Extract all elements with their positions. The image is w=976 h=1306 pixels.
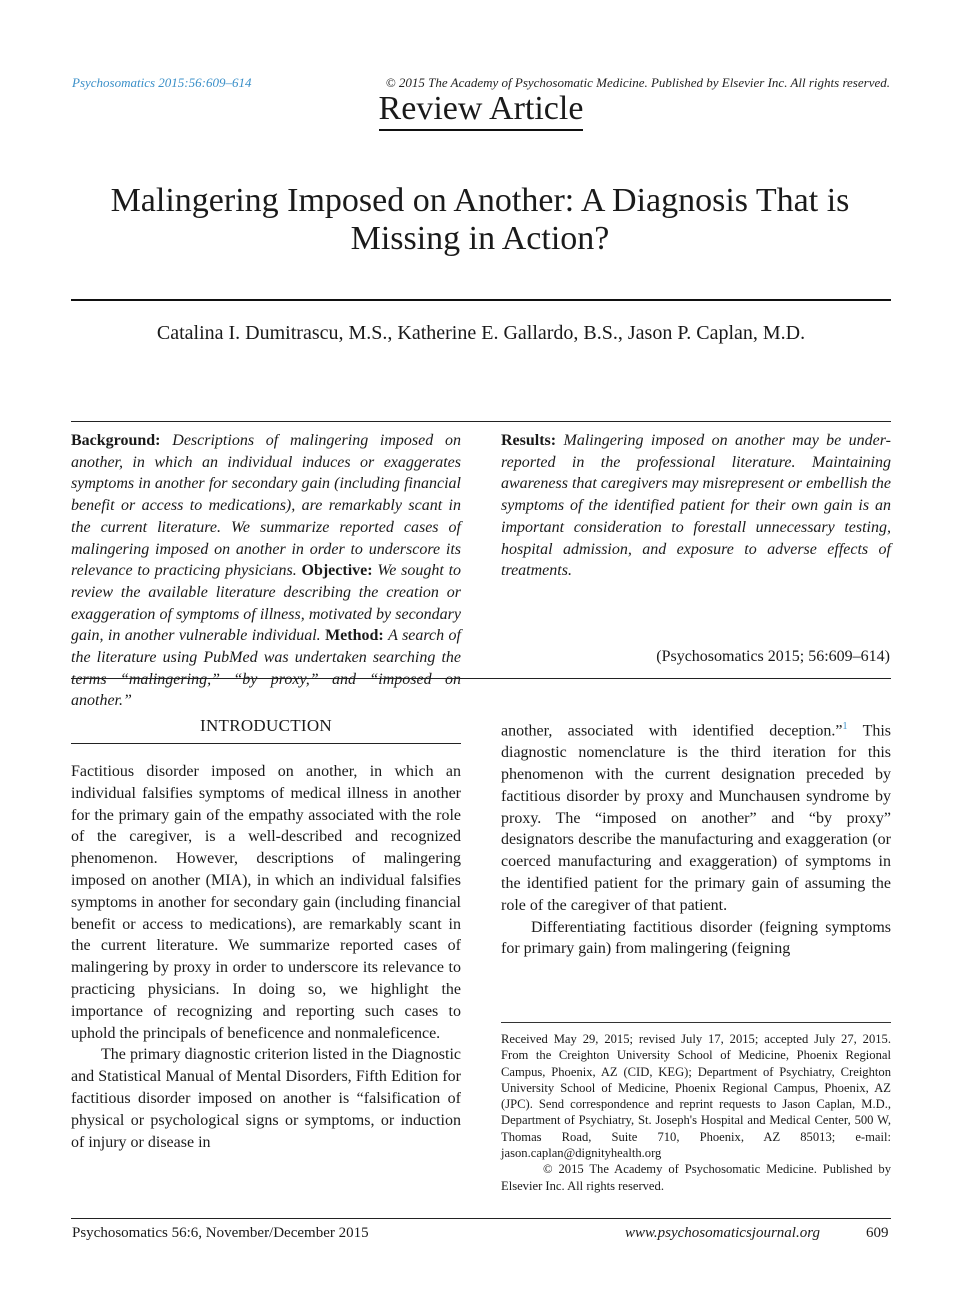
footer-rule (71, 1218, 891, 1219)
intro-paragraph-1: Factitious disorder imposed on another, in which an individual falsifies symptoms of medical illness in another for the primary gain of the empathy associated with the role of the caregiver, is a well-described and recognized phenomenon. However, descriptions of malingering imposed on another (MIA), in which an individual falsifies symptoms in another for secondary gain (including financial benefit or access to medications), are remarkably scant in the current literature. We summarize reported cases of malingering by proxy in order to underscore its relevance to practicing physicians. In doing so, we highlight the importance of recognizing and reporting such cases to uphold the principals of beneficence and nonmaleficence. (71, 763, 461, 1042)
abstract-method-label: Method: (325, 627, 389, 645)
footnote-received: Received May 29, 2015; revised July 17, 2015; accepted July 27, 2015. From the Creighton University School of Medicine, Phoenix Regional Campus, Phoenix, AZ (CID, KEG); Department of Psychiatry, Creighton University School of Medicine, Phoenix Regional Campus, Phoenix, AZ (JPC). Send correspondence and reprint requests to Jason Caplan, M.D., Department of Psychiatry, St. Joseph's Hospital and Medical Center, 500 W, Thomas Road, Suite 710, Phoenix, AZ 85013; e-mail: jason.caplan@dignityhealth.org (501, 1032, 891, 1161)
abstract-right-column (501, 430, 891, 582)
abstract-objective-text: We sought to review the available literature describing the creation or exaggeration of symptoms of illness, motivated by secondary gain, in another vulnerable individual. (71, 562, 462, 645)
section-type-heading (0, 90, 962, 128)
abstract-left-column (71, 430, 461, 712)
abstract-results-text: Malingering imposed on another may be under-reported in the professional literature. Maintaining awareness that caregivers may misrepresent or embellish the symptoms of the identified patient for their own gain is an important consideration to forestall unnecessary testing, hospital admission, and exposure to adverse effects of treatments. (501, 432, 892, 580)
intro-paragraph-2: The primary diagnostic criterion listed in the Diagnostic and Statistical Manual of Mental Disorders, Fifth Edition for factitious disorder imposed on another is “falsification of physical or psychological signs or symptoms, or induction of injury or disease in (71, 1046, 461, 1151)
abstract-background-label: Background: (71, 432, 173, 449)
footnote-rule (501, 1022, 891, 1023)
page-number: 609 (866, 1225, 889, 1241)
journal-reference[interactable]: Psychosomatics 2015:56:609–614 (72, 75, 252, 90)
header-copyright: © 2015 The Academy of Psychosomatic Medicine. Published by Elsevier Inc. All rights reserved. (385, 75, 890, 90)
intro-paragraph-3 (501, 716, 891, 917)
abstract-results-label: Results: (501, 432, 564, 449)
abstract-objective-label: Objective: (301, 562, 378, 580)
abstract-method-text: A search of the literature using PubMed was undertaken searching the terms “malingering,” “by proxy,” and “imposed on another.” (71, 627, 461, 710)
reference-link-1[interactable]: 1 (842, 721, 848, 732)
intro-paragraph-4: Differentiating factitious disorder (feigning symptoms for primary gain) from malingering (feigning (501, 918, 891, 958)
abstract-background-text: Descriptions of malingering imposed on another, in which an individual induces or exaggerates symptoms in another for secondary gain (including financial benefit or access to medications), are remarkably scant in the current literature. We summarize reported cases of malingering imposed on another in order to underscore its relevance to practicing physicians. (71, 432, 462, 580)
introduction-heading: INTRODUCTION (199, 716, 333, 735)
introduction-rule (71, 743, 461, 744)
article-footnote (501, 1031, 891, 1194)
body-right-column (501, 716, 891, 960)
title-divider (71, 299, 891, 301)
footer-journal-issue: Psychosomatics 56:6, November/December 2015 (72, 1225, 369, 1241)
body-left-column (71, 761, 461, 1153)
abstract-top-rule (71, 421, 891, 422)
intro-paragraph-3-start: another, associated with identified deception.” (501, 722, 843, 740)
footnote-copyright: © 2015 The Academy of Psychosomatic Medicine. Published by Elsevier Inc. All rights reserved. (501, 1162, 891, 1193)
section-type-label: Review Article (379, 90, 584, 131)
abstract-citation: (Psychosomatics 2015; 56:609–614) (656, 648, 890, 665)
intro-paragraph-3-rest: This diagnostic nomenclature is the third iteration for this phenomenon with the current designation preceded by factitious disorder by proxy and Munchausen syndrome by proxy. The “imposed on another” and “by proxy” designators describe the manufacturing and exaggeration (or coerced manufacturing and exaggeration) of symptoms in the identified patient for the primary gain of assuming the role of the caregiver of that patient. (501, 722, 892, 914)
footer-journal-url[interactable]: www.psychosomaticsjournal.org (625, 1225, 821, 1241)
author-list: Catalina I. Dumitrascu, M.S., Katherine E. Gallardo, B.S., Jason P. Caplan, M.D. (156, 322, 806, 344)
article-title: Malingering Imposed on Another: A Diagnosis That is Missing in Action? (110, 182, 850, 257)
abstract-bottom-rule (71, 678, 891, 679)
